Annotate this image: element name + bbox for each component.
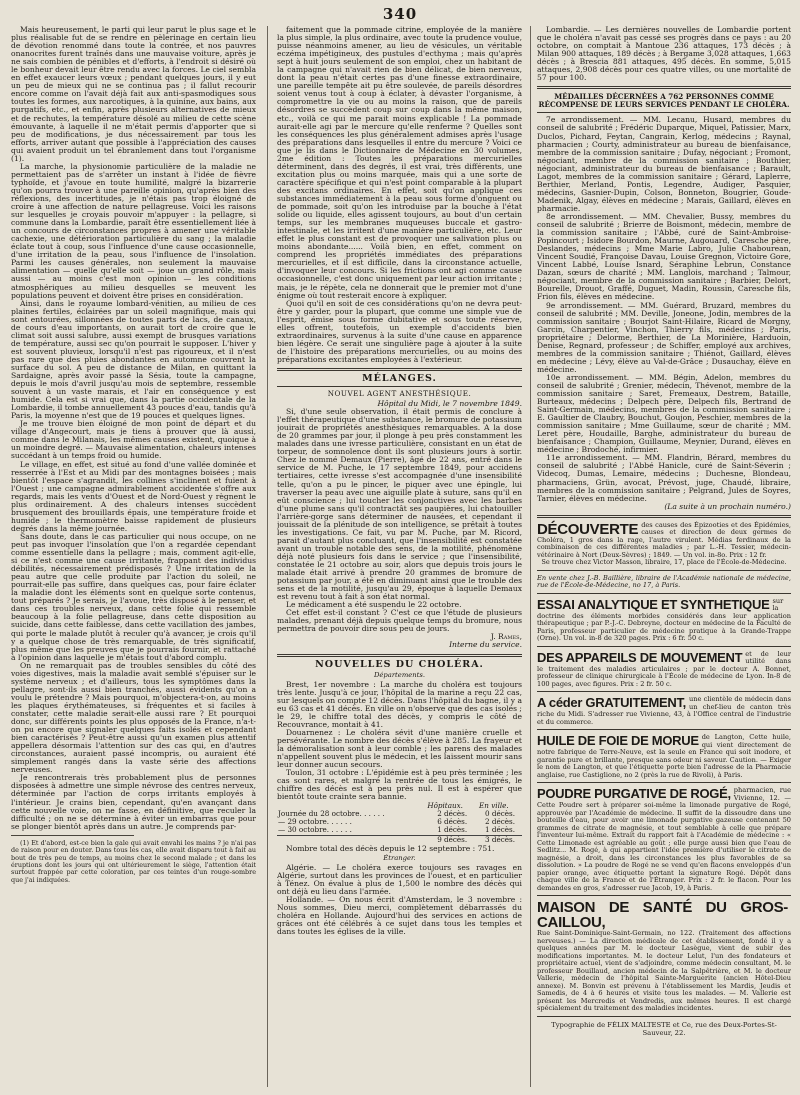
table-cell: 3 décès. <box>478 835 522 844</box>
advertisement <box>537 651 791 689</box>
paragraph: Le village, en effet, est situé au fond d'une vallée dominée et resserrée à l'Est et au Midi par des montagnes boisées ; mais bientôt l'espace s'agrandit, les collines s'inclinent et fuient à l'Ouest ; une campagne admirablement accidentée s'offre aux regards, mais les vents d'Ouest et de Nord-Ouest y règnent le plus ordinairement. A des chaleurs intenses succèdent brusquement des brouillards épais, une température froide et humide ; le thermomètre baisse rapidement de plusieurs degrés dans la même journée. <box>11 459 256 533</box>
table-header: En ville. <box>479 801 509 811</box>
advertisement <box>537 598 791 643</box>
ad-title: DÉCOUVERTE <box>537 520 639 538</box>
ad-divider <box>537 646 791 647</box>
section-rule <box>537 86 791 89</box>
section-title-melanges: MÉLANGES. <box>362 372 437 384</box>
footnote: (1) Et d'abord, est-ce bien la gale qui avait envahi les mains ? je n'ai pas de raison pour en douter. Dans tous les cas, elle avait disparu tout à fait au bout de très peu de temps, au moins chez le second malade ; et dans les éruptions dont les jours qui ont ultérieurement le siège, l'attention était surtout frappée par cette coloration, par ces teintes d'un rouge-sombre que j'ai indiquées. <box>11 838 256 884</box>
paragraph: 10e arrondissement. — MM. Bégin, Adelon, membres du conseil de salubrité ; Grenier, médecin, Thévenot, membre de la commission sanitaire ; Saret, Fremeaux, Destrem, Bataille, Burteaux, médecins ; Delpech père, Delpech fils, Bertrand de Saint-Germain, médecins, membres de la commission sanitaire ; E. Gaultier de Claubry, Bouchut, Goujon, Peschier, membres de la commission sanitaire ; Mme Guillaume, sœur de charité ; MM. Leret père, Houdaille, Barghe, administrateur du bureau de bienfaisance ; Champion, Guillaume, Meynier, Durand, élèves en médecine ; Brodoché, infirmier. <box>537 372 791 455</box>
paragraph: Brest, 1er novembre : La marche du choléra est toujours très lente. Jusqu'à ce jour, l'hôpital de la marine a reçu 22 cas, sur lesquels on compte 12 décès. Dans l'hôpital du bagne, il y a eu 63 cas et 41 décès. En ville on n'observe que des cas isolés ; le 29, le chiffre total des décès, y compris le côté de Recouvrance, montait à 41. <box>277 679 522 729</box>
ad-text: sur la doctrine des éléments morbides considérés dans leur application thérapeutique ; par P.-J.-C. Debreyne, docteur en médecine de la Faculté de Paris, professeur particulier de médecine pratique à la Grande-Trappe (Orne). Un vol. in-8 de 320 pages. Prix : 6 fr. 50 c. <box>537 596 791 643</box>
paragraph: Je rencontrerais très probablement plus de personnes disposées à admettre une simple névrose des centres nerveux, déterminée par l'action de corps irritants employés à l'intérieur. Je crains bien, cependant, qu'en avançant dans cette nouvelle voie, on ne fasse, en définitive, que reculer la difficulté ; on ne se détermine à éviter un embarras que pour se plonger bientôt après dans un autre. Je comprends par- <box>11 773 256 831</box>
section-rule <box>537 1016 791 1017</box>
section-title-cholera: NOUVELLES DU CHOLÉRA. <box>315 658 484 670</box>
table-cell <box>277 835 426 844</box>
section-rule <box>277 654 522 657</box>
article-body <box>277 681 522 802</box>
paragraph: 9e arrondissement. — MM. Guérard, Bruzard, membres du conseil de salubrité ; MM. Deville, Joneone, Jodin, membres de la commission sanitaire ; Bourjot Saint-Hilaire, Ricard de Morgny, Garcin, Charpentier, Vinchon, Thierry fils, médecins ; Paris, propriétaire ; Delorme, Berthier, de La Morinière, Harduoin, Denise, Regnard, professeur ; de Schiffer, employé aux archives, membres de la commission sanitaire ; Thiénot, Gaillard, élèves en médecine ; Lévy, élève au Val-de-Grâce ; Dusauchay, élève en médecine. <box>537 300 791 374</box>
ad-text: des causes des Épizooties et des Épidémies, causes et direction de deux germes de Choléra, 1 gros dans la rage, l'autre virulent. Médias ferdinaux de la combinaison de ces différentes maladies ; par L.-H. Tessier, médecin-vétérinaire à Nort (Deux-Sèvres) ; 1849. — Un vol. in-8o. Prix : 12 fr. <box>537 520 791 559</box>
ad-title: A céder GRATUITEMENT, <box>537 695 686 711</box>
column-divider <box>267 26 268 1087</box>
ad-text: Rue Saint-Dominique-Saint-Germain, no 122. (Traitement des affections nerveuses.) — La direction médicale de cet établissement, fondé il y a quelques années par M. le docteur Lasègue, vient de subir des modifications importantes. M. le docteur Lelut, l'un des fondateurs et propriétaire actuel, vient de s'adjoindre, comme médecin consultant, M. le professeur Bouillaud, ancien médecin de la Salpêtrière, et M. le docteur Vallerie, médecin de l'hôpital Sainte-Marguerite (ancien Hôtel-Dieu annexe). M. Bonvin est prévenu à l'établissement les Mardis, Jeudis et Samedis, de 4 à 6 heures et visite tous les malades. — M. Vallerie est présent les Mercredis et Vendredis, aux mêmes heures. Il est chargé spécialement du traitement des maladies incidentes. <box>537 929 791 1013</box>
ad-title: ESSAI ANALYTIQUE ET SYNTHETIQUE <box>537 596 770 612</box>
advertisements <box>537 522 791 1013</box>
ad-divider <box>537 895 791 896</box>
column-left <box>11 26 256 1089</box>
lombardie-paragraph: Lombardie. — Les dernières nouvelles de Lombardie portent que le choléra n'avait pas cessé ses progrès dans ce pays : au 20 octobre, on comptait à Mantoue 236 attaques, 173 décès ; à Milan 900 attaques, 189 décès ; à Bergame 3,028 attaques, 1,663 décès ; à Brescia 881 attaques, 495 décès. En somme, 5,015 attaques, 2,908 décès pour ces quatre villes, ou une mortalité de 57 pour 100. <box>537 26 791 83</box>
paragraph: 11e arrondissement. — MM. Flandrin, Bérard, membres du conseil de salubrité ; l'Abbé Hanicle, curé de Saint-Séverin ; Videcoq, Dumas, Lemaire, médecins ; Duchesne, Blondeau, pharmaciens, Grün, avocat, Prévost, juge, Chaudé, libraire, membres de la commission sanitaire ; Pelgrand, Jules de Soyres, Tarnier, élèves en médecine. <box>537 453 791 503</box>
paragraph: Algérie. — Le choléra exerce toujours ses ravages en Algérie, surtout dans les provinces de l'ouest, et en particulier à Ténez. On évalue à plus de 1,500 le nombre des décès qui ont déjà eu lieu dans l'armée. <box>277 862 522 896</box>
paragraph: 7e arrondissement. — MM. Lecanu, Husard, membres du conseil de salubrité ; Frédéric Duparque, Miquel, Patissier, Marx, Duclos, Pichard, Feytan, Cangrain, Kerlog, médecins ; Raynal, pharmacien ; Courty, administrateur au bureau de bienfaisance, membre de la commission sanitaire ; Dufay, négociant ; Fromont, négociant, membre de la commission sanitaire ; Bouthier, négociant, administrateur du bureau de bienfaisance ; Barault, Lagot, membres de la commission sanitaire ; Gérard, Laplerre, Berthier, Merland, Pontis, Legendre, Audiger, Pasquier, médecins, Gasnier-Dupin, Colson, Bonneton, Bougrier, Goude-Madenik, Algay, élèves en médecine ; Marais, Gaillard, élèves en pharmacie. <box>537 115 791 213</box>
article-title: NOUVEL AGENT ANESTHÉSIQUE. <box>327 389 472 399</box>
section-rule <box>537 515 791 518</box>
table-cell: 9 décès. <box>426 835 478 844</box>
deaths-table <box>277 802 522 843</box>
paragraph: Si, d'une seule observation, il était permis de conclure à l'effet thérapeutique d'une substance, le bromure de potassium jouirait de propriétés anesthésiques remarquables. A la dose de 20 grammes par jour, il plonge à peu près constamment les malades dans une ivresse particulière, consistant en un état de torpeur, de somnolence dont ils sont plusieurs jours à sortir. Chez le nommé Demaux (Pierre), âgé de 22 ans, entré dans le service de M. Puche, le 17 septembre 1849, pour accidens tertiaires, cette ivresse s'est accompagnée d'une insensibilité telle, qu'on a pu le pincer, le piquer avec une épingle, lui traverser la peau avec une aiguille plate à suture, sans qu'il en eût conscience ; lui toucher les conjonctives avec les barbes d'une plume sans qu'il contractât ses paupières, lui chatouiller l'arrière-gorge sans déterminer de nausées, et cependant il jouissait de la plénitude de son intelligence, se prêtait à toutes les investigations. Ce fait, vu par M. Puche, par M. Ricord, parait d'autant plus concluant, que l'insensibilité est constatée avant un trouble notable des sens, de la motilité, phénomène déjà noté plusieurs fois dans le service ; que l'insensibilité, constatée le 21 octobre au soir, alors que depuis trois jours le malade était arrivé à prendre 20 grammes de bromure de potassium par jour, a été en diminuant ainsi que le trouble des sens et de la motilité, jusqu'au 29, époque à laquelle Demaux est revenu tout à fait à son état normal. <box>277 407 522 602</box>
ad-text: et de leur utilité dans le traitement des maladies articulaires ; par le docteur A. Bonnet, professeur de clinique chirurgicale à l'École de médecine de Lyon. In-8 de 100 pages, avec figures. Prix : 2 fr. 50 c. <box>537 649 791 688</box>
ad-title: HUILE DE FOIE DE MORUE <box>537 733 699 749</box>
ad-divider <box>537 782 791 783</box>
ad-text: pharmacien, rue Vivienne, 12. — Cette Poudre sert à préparer soi-même la limonade purgative de Rogé, approuvée par l'Académie de médecine. Il suffit de la dissoudre dans une bouteille d'eau, pour avoir une limonade purgative gazeuse contenant 50 grammes de citrate de magnésie, et tout semblable à celle que prépare l'inventeur lui-même. Extrait du rapport fait à l'Académie de médecine : « Cette Limonade est agréable au goût ; elle purge aussi bien que l'eau de Sedlitz... M. Rogé, à qui appartient l'idée première d'utiliser le citrate de magnésie, a droit, dans les circonstances les plus favorables de sa dissolution. » La poudre de Rogé ne se vend qu'en flacons enveloppés d'un papier orange, avec étiquette portant la signature Rogé. Dépôt dans chaque ville de la France et de l'Étranger. Prix : 2 fr. le flacon. Pour les demandes en gros, s'adresser rue Jacob, 19, à Paris. <box>537 786 791 892</box>
paragraph: On ne remarquait pas de troubles sensibles du côté des voies digestives, mais la maladie avait semblé s'épuiser sur le système nerveux ; et d'ailleurs, tous les symptômes dans la pellagre, sont-ils aussi bien tranchés, aussi évidents qu'on a voulu le prétendre ? Mais pourquoi, m'objectera-t-on, au moins les plaques érythémateuses, si fréquentes et si faciles à constater, cette maladie serait-elle aussi rare ? Et pourquoi donc, sur différents points les plus opposés de la France, n'a-t-on pu encore que signaler quelques faits isolés et cependant bien caractérisés ? Peut-être aussi qu'un examen plus attentif appellera désormais l'attention sur des cas qui, en d'autres circonstances, auraient passé incompris, ou auraient été simplement rangés dans la vaste série des affections nerveuses. <box>11 660 256 775</box>
section-rule <box>277 386 522 387</box>
table-cell: 1 décès. <box>437 825 468 835</box>
table-total-row <box>277 835 522 844</box>
table-cell: 2 décès. <box>485 817 515 827</box>
paragraph: Toulon, 31 octobre : L'épidémie est à peu près terminée ; les cas sont rares, et malgré la rentrée de tous les émigrés, le chiffre des décès est à peu près nul. Il est à espérer que bientôt toute crainte sera bannie. <box>277 768 522 802</box>
ad-divider <box>537 691 791 692</box>
advertisement <box>537 734 791 779</box>
article-body <box>277 26 522 364</box>
paragraph: Je me trouve bien éloigné de mon point de départ et du village d'Angecourt, mais je tiens à prouver que là aussi, comme dans le Milanais, les mêmes causes existent, quoique à un moindre degré. — Mauvaise alimentation, chaleurs intenses succédant à un temps froid ou humide. <box>11 419 256 461</box>
ad-divider <box>537 570 791 571</box>
column-right <box>537 26 791 1089</box>
section-rule <box>537 112 791 113</box>
paragraph: faitement que la pommade citrine, employée de la manière la plus simple, la plus ordinaire, avec toute la prudence voulue, puisse néanmoins amener, au lieu de vésicules, un véritable eczéma impétigineux, des pustules d'ecthyma ; mais qu'après sept à huit jours seulement de son emploi, chez un habitant de la campagne qui n'avait rien de bien délicat, de bien nerveux, dont la peau n'était certes pas d'une finesse extraordinaire, une pareille tempête ait pu être soulevée, de pareils désordres soient venus tout à coup à éclater, à dévaster l'organisme, à compromettre la vie ou au moins la raison, que de pareils désordres se succèdent coup sur coup dans la même maison, etc., voilà ce qui me parait moins explicable ! La pommade aurait-elle agi par le mercure qu'elle renferme ? Quelles sont les conséquences les plus généralement admises après l'usage des préparations dans lesquelles il entre du mercure ? Voici ce que je lis dans le Dictionnaire de Médecine en 30 volumes, 2me édition : Toutes les préparations mercurielles déterminent, dans des degrés, il est vrai, très différents, une excitation plus ou moins marquée, mais qui a une sorte de caractère spécifique et qui n'est point comparable à la plupart des excitans ordinaires. En effet, soit qu'on applique ces substances immédiatement à la peau sous forme d'onguent ou de pommade, soit qu'on les introduise par la bouche à l'état solide ou liquide, elles agissent toujours, au bout d'un certain temps, sur les membranes muqueuses buccale et gastro-intestinale, et les irritent d'une manière particulière, etc. Leur effet le plus constant est de provoquer une salivation plus ou moins abondante...... Voilà bien, en effet, comment on comprend les propriétés immédiates des préparations mercurielles, et il est difficile, dans la circonstance actuelle, d'invoquer leur concours. Si les frictions ont agi comme cause occasionnelle, c'est donc uniquement par leur action irritante ; mais, je le répète, cela ne donnerait que le premier mot d'une énigme où tout resterait encore à expliquer. <box>277 26 522 300</box>
footnote-rule <box>11 835 134 836</box>
table-row <box>277 826 522 835</box>
paragraph: Douarnenez : Le choléra sévit d'une manière cruelle et persévérante. Le nombre des décès s'élève à 285. La frayeur et la démoralisation sont à leur comble ; les parens des malades n'appellent souvent plus le médecin, et les laissent mourir sans leur donner aucun secours. <box>277 727 522 770</box>
paragraph: Sans doute, dans le cas particulier qui nous occupe, on ne peut pas invoquer l'insolation que l'on a regardée cependant comme essentielle dans la pellagre ; mais, comment agit-elle, si ce n'est comme une cause irritante, frappant des individus débilités, nécessairement prédisposés ? Une irritation de la peau autre que celle produite par l'action du soleil, ne pourrait-elle pas suffire, dans quelques cas, pour faire éclater la maladie dont les éléments sont en quelque sorte contenus, tout préparés ? Je serais, je l'avoue, très disposé à le penser, et dans ces troubles nerveux, dans cette folie qui ressemble beaucoup à la folie pellagreuse, dans cette disposition au suicide, dans cette faiblesse, dans cette vacillation des jambes, qui porte le malade plutôt à reculer qu'à avancer, je crois qu'il y a quelque chose de très remarquable, de très significatif, plus même que les preuves que je pourrais fournir, et rattaché à l'opinion dans laquelle je m'étais tout d'abord complu. <box>11 531 256 662</box>
table-cell: Journée du 28 octobre. . . . . . <box>278 809 385 819</box>
ad-text: une clientèle de médecin dans un chef-lieu de canton très riche du Midi. S'adresser rue Vivienne, 43, à l'Office central de l'industrie et du commerce. <box>537 695 791 726</box>
ad-title: MAISON DE SANTÉ DU GROS-CAILLOU, <box>537 899 788 932</box>
article-body <box>277 864 522 936</box>
section-subtitle: Étranger. <box>383 853 416 862</box>
column-divider <box>530 26 531 1087</box>
total-deaths-line: Nombre total des décès depuis le 12 septembre : 751. <box>286 843 495 853</box>
table-cell: — 29 octobre. . . . . . <box>278 817 352 827</box>
advertisement <box>537 900 791 1013</box>
table-cell: 6 décès. <box>437 817 468 827</box>
ad-title: DES APPAREILS DE MOUVEMENT <box>537 649 743 665</box>
advertisement <box>537 575 791 590</box>
page-number: 340 <box>382 5 418 23</box>
article-body <box>277 408 522 633</box>
paragraph: Quoi qu'il en soit de ces considérations qu'on ne devra peut-être y garder, pour la plupart, que comme une simple vue de l'esprit, émise sous forme dubitative et sous toute réserve, elles offrent, toutefois, un exemple d'accidents bien extraordinaires, survenus à la suite d'une cause en apparence bien légère. Ce serait une singulière page à ajouter à la suite de l'histoire des préparations mercurielles, ou au moins des préparations excitantes employées à l'extérieur. <box>277 298 522 364</box>
paragraph: Le médicament a été suspendu le 22 octobre. <box>286 600 462 610</box>
signature-name: J. Rames, <box>490 632 522 642</box>
table-cell: — 30 octobre. . . . . . <box>278 825 352 835</box>
paragraph: Hollande. — On nous écrit d'Amsterdam, le 3 novembre : Nous sommes, Dieu merci, complètement débarrassés du choléra en Hollande. Aujourd'hui des services en actions de grâces ont été célébrés à ce sujet dans tous les temples et dans toutes les églises de la ville. <box>277 894 522 937</box>
ad-extra: Se trouve chez Victor Masson, libraire, 17, place de l'École-de-Médecine. <box>541 558 787 567</box>
signature-title: Interne du service. <box>449 640 522 650</box>
paragraph: Cet effet est-il constant ? C'est ce que l'étude de plusieurs malades, prenant déjà depuis quelque temps du bromure, nous permettra de pouvoir dire sous peu de jours. <box>277 608 522 634</box>
medals-list <box>537 116 791 502</box>
paragraph: La marche, la physionomie particulière de la maladie ne permettaient pas de s'arrêter un instant à l'idée de fièvre typhoïde, et j'avoue en toute humilité, malgré la bizarrerie qu'on pourra trouver à une pareille opinion, qu'après bien des réflexions, des incertitudes, je n'étais pas trop éloigné de croire à une affection de nature pellagreuse. Voici les raisons sur lesquelles je croyais pouvoir m'appuyer : la pellagre, si commune dans la Lombardie, paraît être essentiellement liée à un concours de circonstances propres à amener une véritable cachexie, une détérioration particulière du sang ; la maladie éclate tout à coup, sous l'influence d'une cause occasionnelle, d'une irritation de la peau, sous l'influence de l'insolation. Parmi les causes générales, non seulement la mauvaise alimentation — quelle qu'elle soit — joue un grand rôle, mais aussi — au moins c'est mon opinion — les conditions atmosphériques au milieu desquelles se meuvent les populations peuvent et doivent être prises en considération. <box>11 161 256 300</box>
dateline: Hôpital du Midi, le 7 novembre 1849. <box>377 399 522 409</box>
ad-divider <box>537 729 791 730</box>
section-rule <box>277 368 522 371</box>
paragraph: 8e arrondissement. — MM. Chevalier, Bussy, membres du conseil de salubrité ; Brierre de Boismont, médecin, membre de la commission sanitaire ; l'Abbé, curé de Saint-Ambroise-Popincourt ; Isidore Bourdon, Maurne, Augouard, Caresche père, Deslandes, médecins ; Mme Marie Labro, Julie Chabourean, Vincent Soudié, Françoise Davau, Louise Gregnon, Victoire Gore, Vincent Labbé, Louise Isnard, Séraphine Lebrun, Constance Dazan, sœurs de charité ; MM. Langlois, marchand ; Talmour, négociant, membre de la commission sanitaire ; Barbier, Delort, Bourelle, Drouot, Graffé, Duguet, Madin, Roussin, Caresche fils, Frion fils, élèves en médecine. <box>537 211 791 302</box>
printer-imprint: Typographie de FÉLIX MALTESTE et Ce, rue des Deux-Portes-St-Sauveur, 22. <box>551 1020 777 1037</box>
ad-title: POUDRE PURGATIVE DE ROGÉ, <box>537 786 731 802</box>
article-body <box>11 26 256 831</box>
ad-text: En vente chez J.-B. Baillière, libraire de l'Académie nationale de médecine, rue de l'École-de-Médecine, no 17, à Paris. <box>537 573 791 590</box>
medals-title: MÉDAILLES DÉCERNÉES A 762 PERSONNES COMME RÉCOMPENSE DE LEURS SERVICES PENDANT LE CHOLÉRA. <box>538 92 790 110</box>
table-cell: 1 décès. <box>485 825 515 835</box>
advertisement <box>537 787 791 892</box>
to-be-continued: (La suite à un prochain numéro.) <box>664 501 791 511</box>
ad-divider <box>537 593 791 594</box>
section-subtitle: Départements. <box>373 670 426 679</box>
table-cell: 2 décès. <box>437 809 468 819</box>
table-cell: 0 décès. <box>485 809 515 819</box>
table-header: Hôpitaux. <box>427 801 463 811</box>
advertisement <box>537 522 791 567</box>
paragraph: Mais heureusement, le parti qui leur parut le plus sage et le plus réalisable fut de se rendre en pèlerinage en certain lieu de dévotion renommé dans toute la contrée, et nos pauvres onanocrites furent traînés dans une mauvaise voiture, après je ne sais combien de pénibles et d'efforts, à l'endroit si désiré où le bonheur devait leur être rendu avec la forces. Le ciel sembla en effet exaucer leurs vœux ; pendant quelques jours, il y eut un peu de mieux qui ne se continua pas ; il fallut recourir encore comme on l'avait déjà fait aux anti-spasmodiques sous toutes les formes, aux narcotiques, à la quinine, aux bains, aux purgatifs, etc., et enfin, après plusieurs alternatives de mieux et de rechutes, la température désolé au milieu de cette scène émouvante, à laquelle il ne m'était permis d'apporter que si peu de modifications, je dus nécessairement par tous les efforts, arriver autant que possible à l'appréciation des causes qui avaient produit un tel ébranlement dans tout l'organisme (1). <box>11 26 256 163</box>
advertisement <box>537 696 791 726</box>
paragraph: Ainsi, dans le royaume lombard-vénitien, au milieu de ces plaines fertiles, éclairées par un soleil magnifique, mais qui sont entourées, sillonnées de toutes parts de lacs, de canaux, de cours d'eau importants, on aurait tort de croire que le climat soit aussi salubre, aussi exempt de brusques variations de température, aussi sec qu'on pourrait le supposer. L'hiver y est souvent pluvieux, lorsqu'il n'est pas rigoureux, et il n'est pas rare que des pluies abondantes en automne couvrent la surface du sol. A peu de distance de Milan, en quittant la Sardaigne, après avoir passé la Sésia, toute la campagne, depuis le mois d'avril jusqu'au mois de septembre, ressemble souvent à un vaste marais, et l'air en conséquence y est humide. Cela est si vrai que, dans la partie occidentale de la Lombardie, il tombe annuellement 43 pouces d'eau, tandis qu'à Paris, la moyenne n'est que de 19 pouces et quelques lignes. <box>11 298 256 421</box>
column-middle <box>277 26 522 1089</box>
ad-text: de Langton, Cette huile, qui vient directement de notre fabrique de Terre-Neuve, est la seule en France qui soit inodore, et garantie pure et brillante, presque sans odeur ni saveur. Caution. — Exiger le nom de Langton, et que l'étiquette porte bien l'adresse de la Pharmacie anglaise, rue Castiglione, no 2 (près la rue de Rivoli), à Paris. <box>537 733 791 779</box>
